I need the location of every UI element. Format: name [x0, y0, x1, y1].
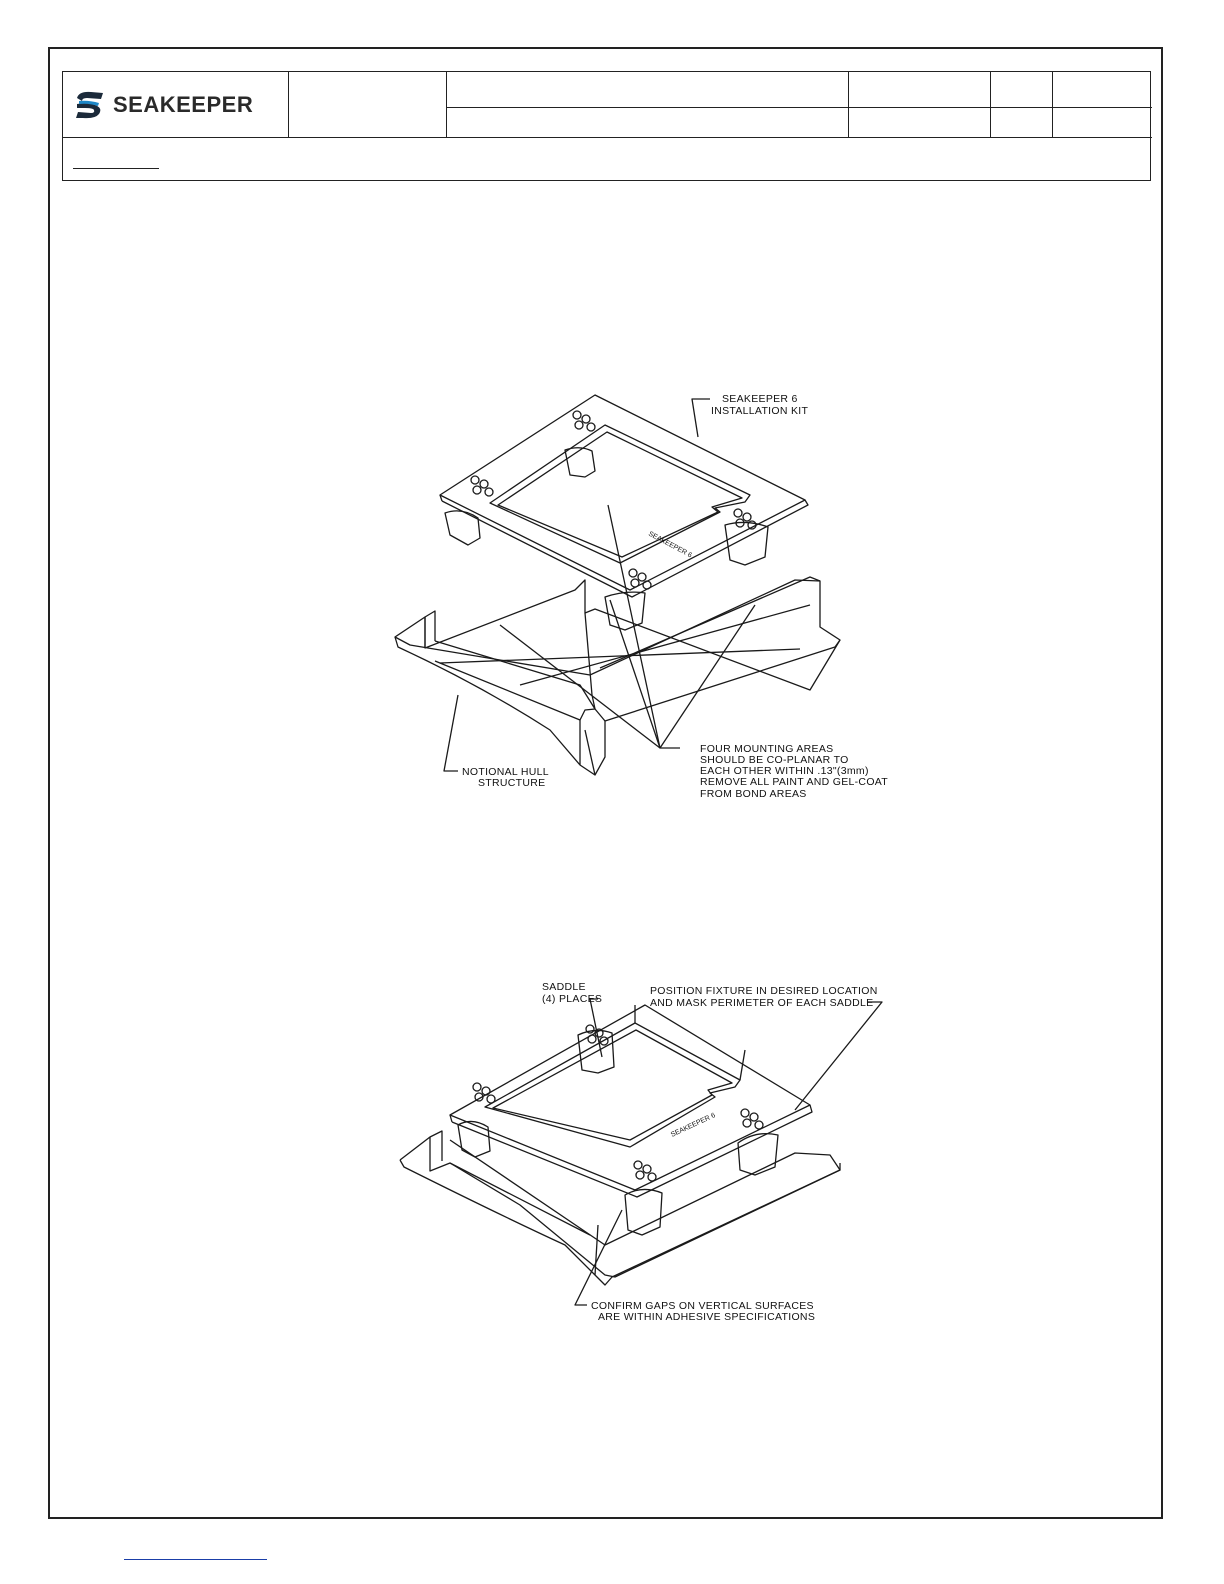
divider [1052, 72, 1053, 137]
gap-label-line2: ARE WITHIN ADHESIVE SPECIFICATIONS [598, 1311, 816, 1323]
position-label-line1: POSITION FIXTURE IN DESIRED LOCATION [650, 985, 878, 997]
title-block [62, 71, 1151, 181]
seakeeper-logo [73, 88, 253, 122]
saddle-label-line2: (4) PLACES [542, 993, 603, 1005]
divider [288, 72, 289, 137]
note-line3: EACH OTHER WITHIN .13"(3mm) [700, 765, 869, 777]
installation-kit-plate [450, 1005, 812, 1235]
position-label-line2: AND MASK PERIMETER OF EACH SADDLE [650, 997, 874, 1009]
seakeeper-logo-mark [73, 88, 107, 122]
note-line5: FROM BOND AREAS [700, 788, 807, 800]
gap-label-line1: CONFIRM GAPS ON VERTICAL SURFACES [591, 1300, 814, 1312]
bolt-cluster [473, 1083, 495, 1103]
divider [848, 72, 849, 137]
kit-label-line1: SEAKEEPER 6 [722, 393, 798, 405]
saddle-label-line1: SADDLE [542, 981, 586, 993]
bolt-cluster [471, 476, 493, 496]
bolt-cluster [734, 509, 756, 529]
divider [63, 137, 1152, 138]
figure-installation-kit-exploded [380, 385, 910, 815]
hull-structure [400, 1131, 840, 1285]
divider [446, 107, 1152, 108]
bolt-cluster [573, 411, 595, 431]
divider [446, 72, 447, 137]
figure-fixture-positioned [390, 975, 910, 1335]
note-line4: REMOVE ALL PAINT AND GEL-COAT [700, 776, 889, 788]
hull-label-line1: NOTIONAL HULL [462, 766, 549, 778]
divider [990, 72, 991, 137]
kit-label-line2: INSTALLATION KIT [711, 405, 809, 417]
section-heading-underline [73, 168, 159, 169]
bolt-cluster [629, 569, 651, 589]
plate-marking: SEAKEEPER 6 [669, 1112, 717, 1139]
hull-label-line2: STRUCTURE [478, 777, 546, 789]
footer-link-underline[interactable] [124, 1559, 267, 1560]
plate-marking: SEAKEEPER 6 [647, 530, 693, 560]
logo-wordmark: SEAKEEPER [113, 92, 254, 117]
bolt-cluster [741, 1109, 763, 1129]
note-line2: SHOULD BE CO-PLANAR TO [700, 754, 849, 766]
note-line1: FOUR MOUNTING AREAS [700, 743, 834, 755]
bolt-cluster [634, 1161, 656, 1181]
installation-kit-plate [440, 395, 808, 630]
